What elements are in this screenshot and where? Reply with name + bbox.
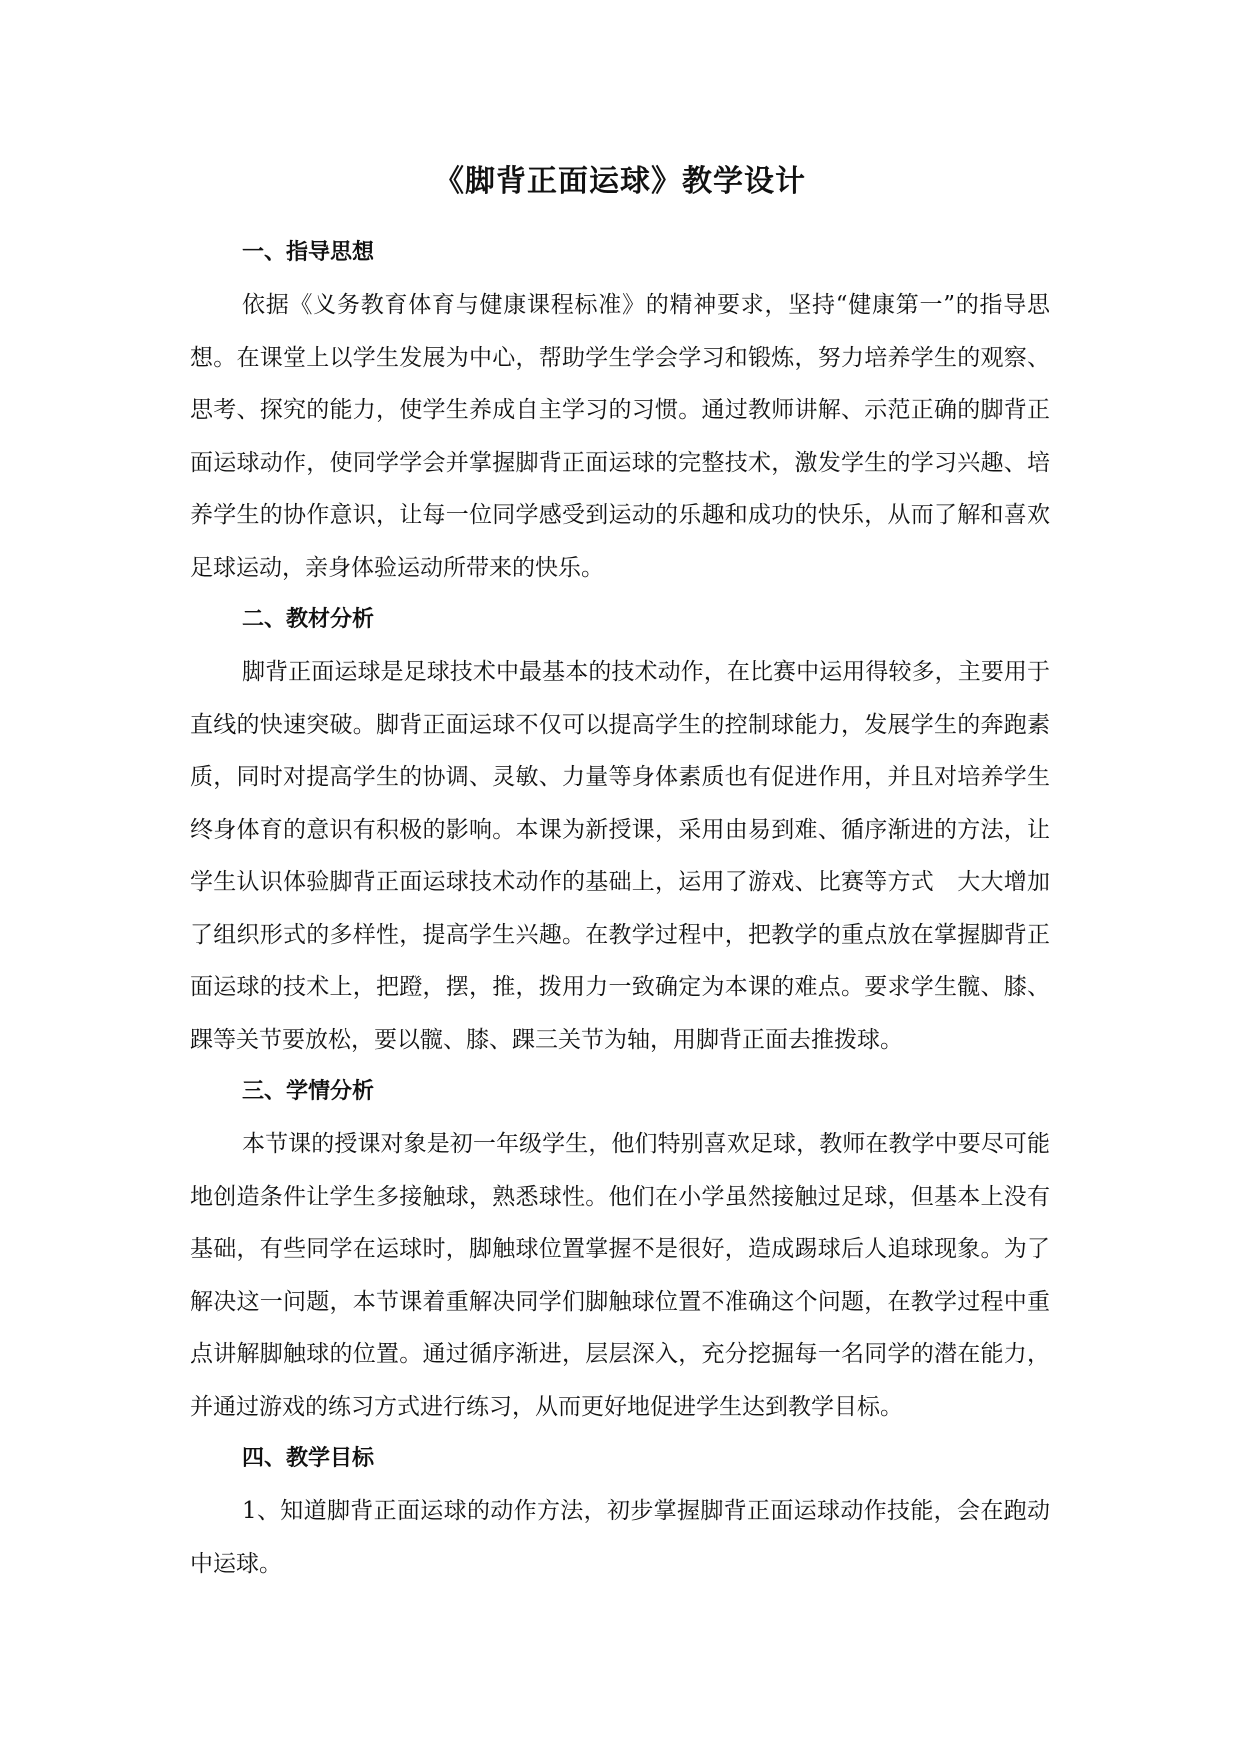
document-title: 《脚背正面运球》教学设计 bbox=[434, 164, 806, 199]
section-heading: 四、教学目标 bbox=[242, 1446, 375, 1471]
section-student-analysis bbox=[190, 1066, 1050, 1433]
paragraph: 本节课的授课对象是初一年级学生，他们特别喜欢足球，教师在教学中要尽可能地创造条件让学生多接触球，熟悉球性。他们在小学虽然接触过足球，但基本上没有基础，有些同学在运球时，脚触球位置掌握不是很好，造成踢球后人追球现象。为了解决这一问题，本节课着重解决同学们脚触球位置不准确这个问题，在教学过程中重点讲解脚触球的位置。通过循序渐进，层层深入，充分挖掘每一名同学的潜在能力，并通过游戏的练习方式进行练习，从而更好地促进学生达到教学目标。 bbox=[190, 1131, 1050, 1420]
section-teaching-goals bbox=[190, 1433, 1050, 1590]
paragraph: 脚背正面运球是足球技术中最基本的技术动作，在比赛中运用得较多，主要用于直线的快速突破。脚背正面运球不仅可以提高学生的控制球能力，发展学生的奔跑素质，同时对提高学生的协调、灵敏、力量等身体素质也有促进作用，并且对培养学生终身体育的意识有积极的影响。本课为新授课，采用由易到难、循序渐进的方法，让学生认识体验脚背正面运球技术动作的基础上，运用了游戏、比赛等方式 大大增加了组织形式的多样性，提高学生兴趣。在教学过程中，把教学的重点放在掌握脚背正面运球的技术上，把蹬，摆，推，拨用力一致确定为本课的难点。要求学生髋、膝、踝等关节要放松，要以髋、膝、踝三关节为轴，用脚背正面去推拨球。 bbox=[190, 659, 1050, 1053]
paragraph: 依据《义务教育体育与健康课程标准》的精神要求，坚持“健康第一”的指导思想。在课堂上以学生发展为中心，帮助学生学会学习和锻炼，努力培养学生的观察、思考、探究的能力，使学生养成自主学习的习惯。通过教师讲解、示范正确的脚背正面运球动作，使同学学会并掌握脚背正面运球的完整技术，激发学生的学习兴趣、培养学生的协作意识，让每一位同学感受到运动的乐趣和成功的快乐，从而了解和喜欢足球运动，亲身体验运动所带来的快乐。 bbox=[190, 292, 1050, 581]
section-material-analysis bbox=[190, 594, 1050, 1066]
section-heading: 一、指导思想 bbox=[242, 240, 375, 265]
section-heading: 二、教材分析 bbox=[242, 607, 375, 632]
section-heading: 三、学情分析 bbox=[242, 1079, 375, 1104]
document-body bbox=[190, 157, 1050, 1590]
paragraph: 1、知道脚背正面运球的动作方法，初步掌握脚背正面运球动作技能，会在跑动中运球。 bbox=[190, 1498, 1050, 1577]
section-guiding-ideology bbox=[190, 227, 1050, 594]
